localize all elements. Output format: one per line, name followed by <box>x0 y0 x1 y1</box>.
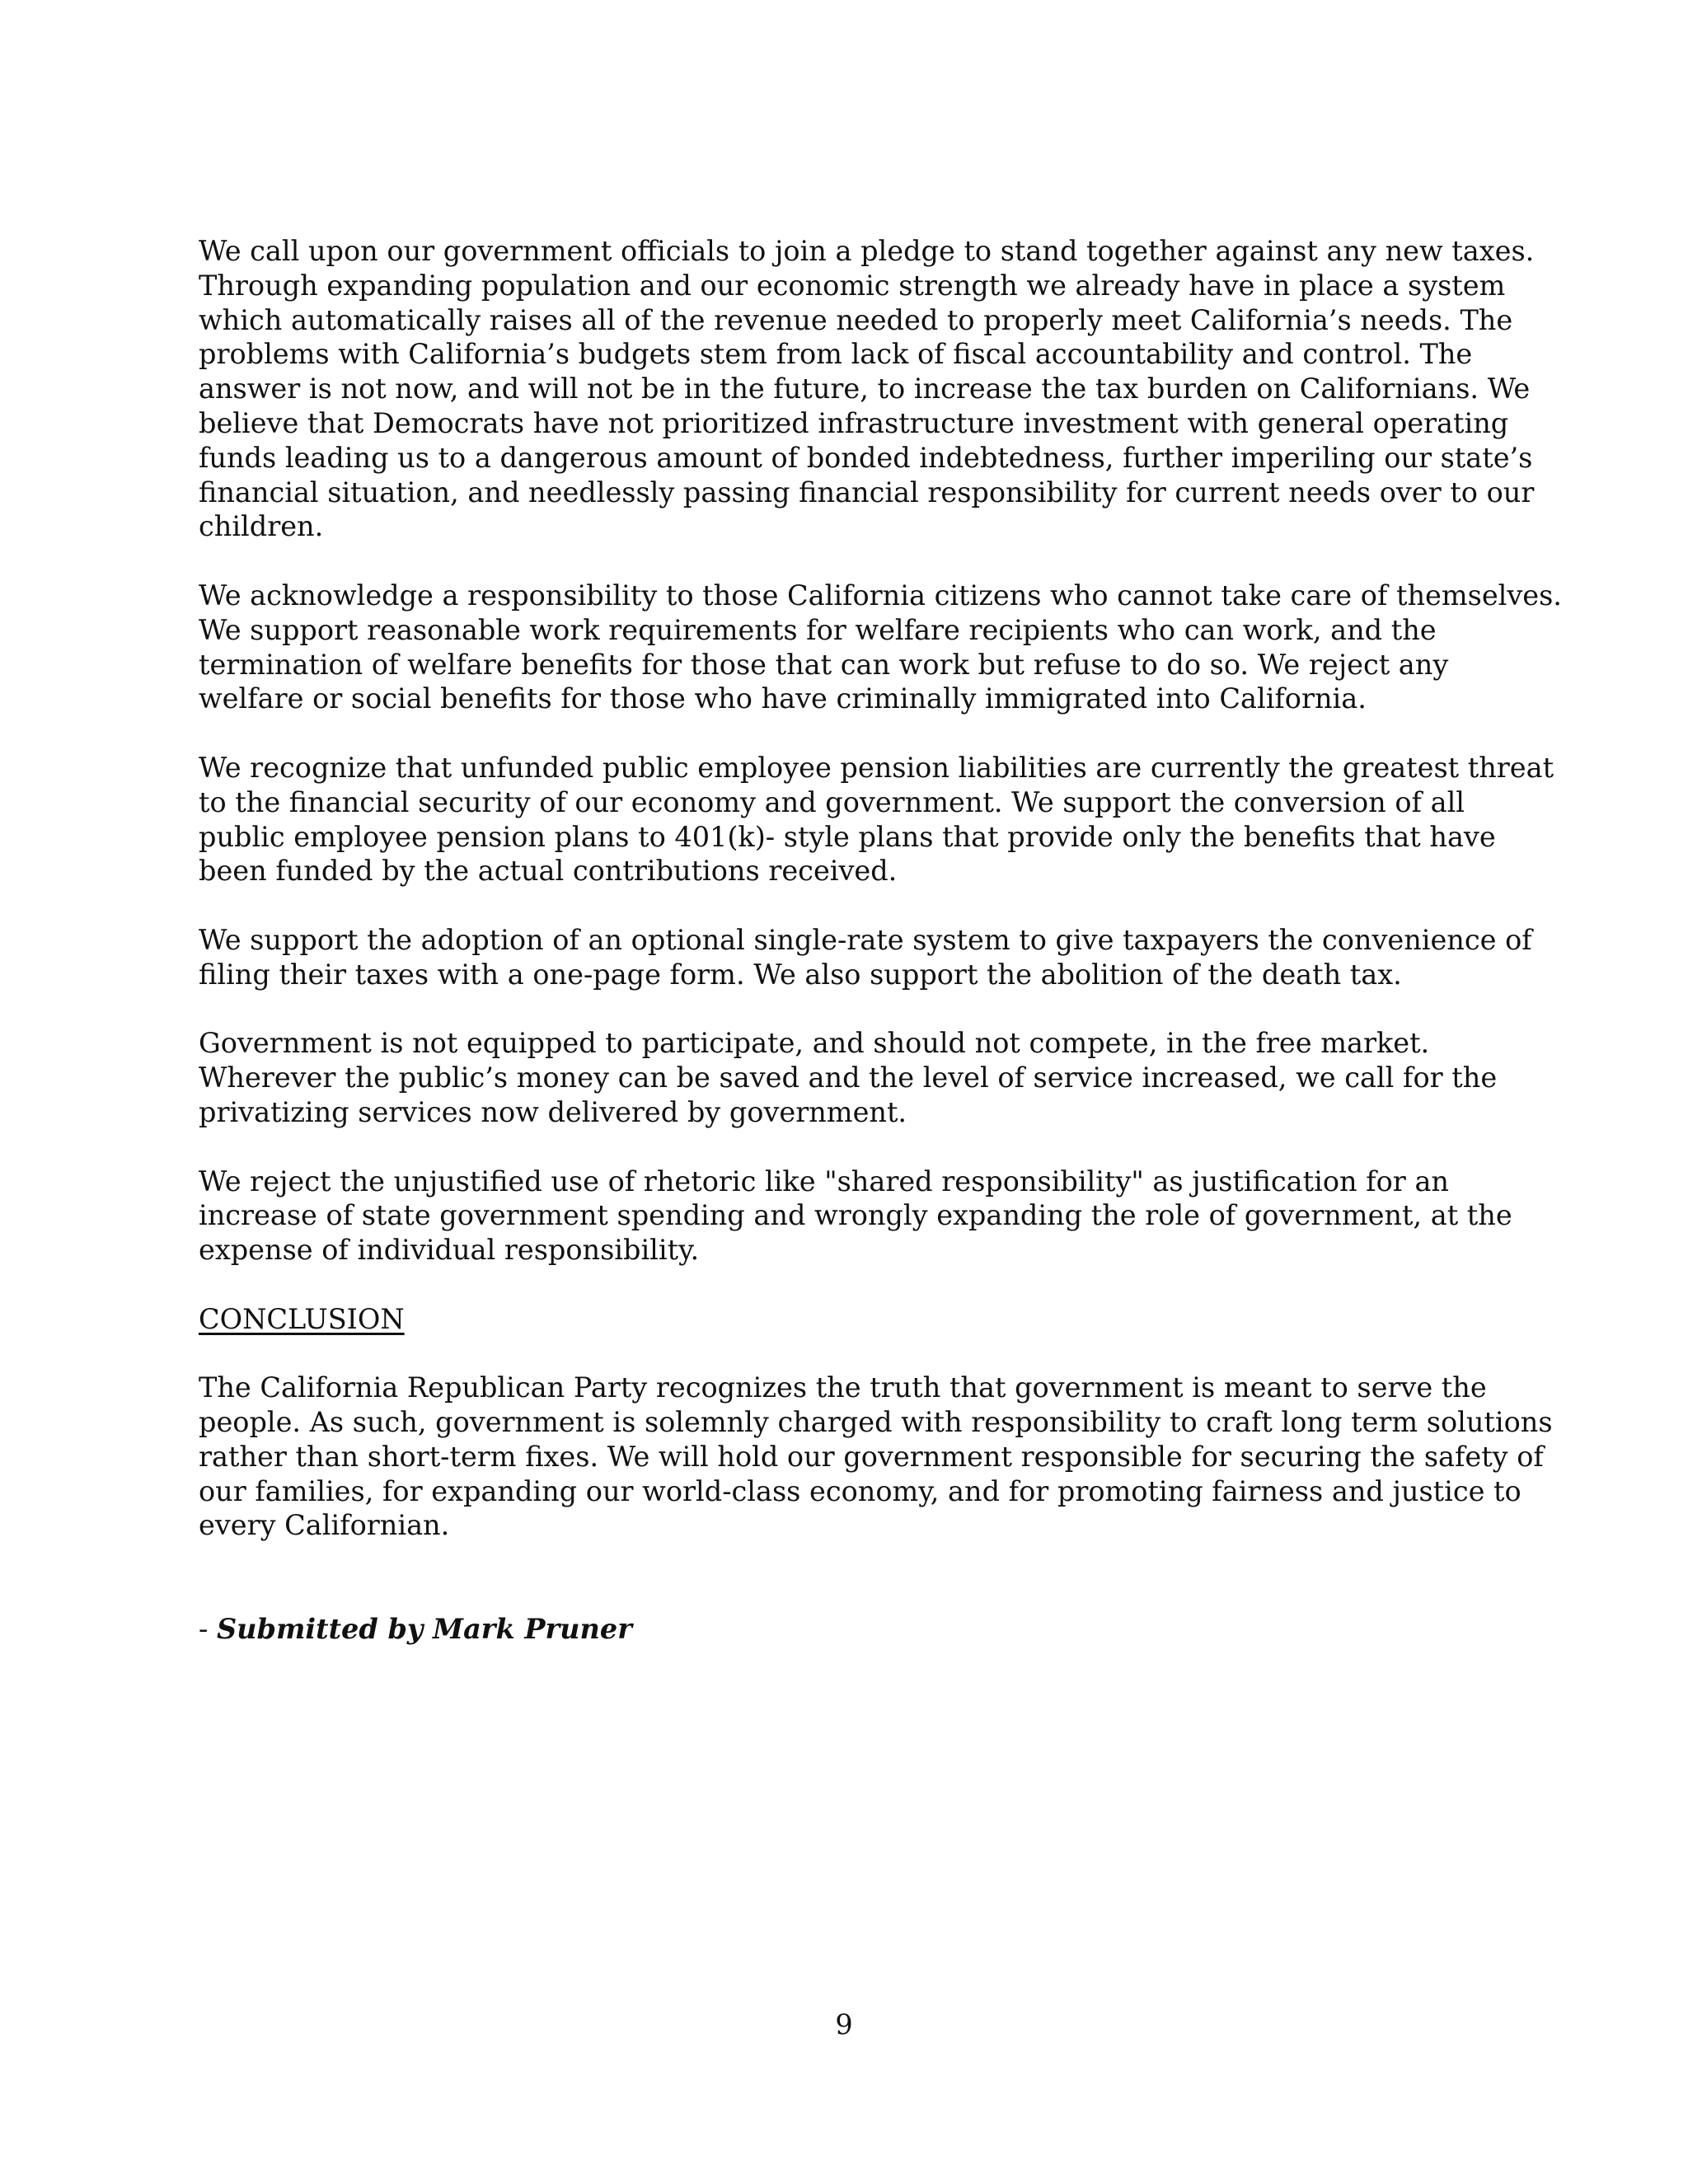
text-line: our families, for expanding our world-class economy, and for promoting fairness and justice to <box>199 1474 1522 1507</box>
text-line: people. As such, government is solemnly charged with responsibility to craft long term solutions <box>199 1406 1553 1439</box>
text-line: We recognize that unfunded public employee pension liabilities are currently the greatest threat <box>199 751 1554 784</box>
paragraph-single-rate <box>199 923 1532 992</box>
text-line: funds leading us to a dangerous amount of bonded indebtedness, further imperiling our state’s <box>199 441 1533 474</box>
document-body <box>199 234 1562 1647</box>
text-line: We acknowledge a responsibility to those California citizens who cannot take care of themselves. <box>199 579 1562 612</box>
paragraph-gap <box>199 1337 1501 1371</box>
text-line: financial situation, and needlessly passing financial responsibility for current needs over to our <box>199 476 1535 509</box>
text-line: believe that Democrats have not prioritized infrastructure investment with general operating <box>199 406 1509 439</box>
paragraph-gap <box>199 1543 1501 1577</box>
conclusion-heading: CONCLUSION <box>199 1302 405 1335</box>
text-line: every Californian. <box>199 1509 450 1542</box>
text-line: which automatically raises all of the revenue needed to properly meet California’s needs. The <box>199 303 1513 336</box>
text-line: termination of welfare benefits for those that can work but refuse to do so. We reject any <box>199 648 1449 681</box>
paragraph-pensions <box>199 751 1554 888</box>
paragraph-gap <box>199 544 1501 579</box>
paragraph-rhetoric <box>199 1165 1512 1268</box>
text-line: filing their taxes with a one-page form. We also support the abolition of the death tax. <box>199 958 1402 991</box>
text-line: Wherever the public’s money can be saved and the level of service increased, we call for the <box>199 1062 1498 1094</box>
page-number: 9 <box>835 2008 853 2041</box>
text-line: We reject the unjustified use of rhetoric like "shared responsibility" as justification for an <box>199 1165 1450 1197</box>
paragraph-gap <box>199 1577 1501 1612</box>
paragraph-gap <box>199 716 1501 751</box>
paragraph-free-market <box>199 1026 1501 1129</box>
text-line: increase of state government spending and wrongly expanding the role of government, at the <box>199 1199 1512 1232</box>
text-line: We call upon our government officials to join a pledge to stand together against any new taxes. <box>199 235 1535 267</box>
text-line: children. <box>199 510 324 543</box>
text-line: been funded by the actual contributions received. <box>199 855 898 888</box>
text-line: We support reasonable work requirements for welfare recipients who can work, and the <box>199 613 1437 646</box>
signature-dash: - <box>199 1612 217 1645</box>
text-line: The California Republican Party recognizes the truth that government is meant to serve the <box>199 1371 1487 1404</box>
signature-line <box>199 1612 1501 1647</box>
text-line: Government is not equipped to participate, and should not compete, in the free market. <box>199 1027 1430 1060</box>
signature-name: Submitted by Mark Pruner <box>216 1612 632 1645</box>
text-line: Through expanding population and our economic strength we already have in place a system <box>199 269 1506 302</box>
text-line: problems with California’s budgets stem from lack of fiscal accountability and control. The <box>199 338 1473 371</box>
text-line: privatizing services now delivered by government. <box>199 1095 907 1128</box>
paragraph-taxes <box>199 234 1535 544</box>
text-line: We support the adoption of an optional single-rate system to give taxpayers the convenience of <box>199 923 1532 956</box>
text-line: welfare or social benefits for those who have criminally immigrated into California. <box>199 682 1367 715</box>
text-line: public employee pension plans to 401(k)- style plans that provide only the benefits that have <box>199 820 1496 853</box>
paragraph-welfare <box>199 579 1562 716</box>
paragraph-gap <box>199 1130 1501 1165</box>
paragraph-conclusion <box>199 1371 1553 1543</box>
text-line: expense of individual responsibility. <box>199 1234 700 1267</box>
text-line: answer is not now, and will not be in the future, to increase the tax burden on Californians. We <box>199 373 1531 405</box>
text-line: to the financial security of our economy and government. We support the conversion of all <box>199 785 1465 818</box>
paragraph-gap <box>199 1268 1501 1302</box>
text-line: rather than short-term fixes. We will hold our government responsible for securing the safety of <box>199 1440 1544 1473</box>
paragraph-gap <box>199 888 1501 923</box>
paragraph-gap <box>199 992 1501 1027</box>
